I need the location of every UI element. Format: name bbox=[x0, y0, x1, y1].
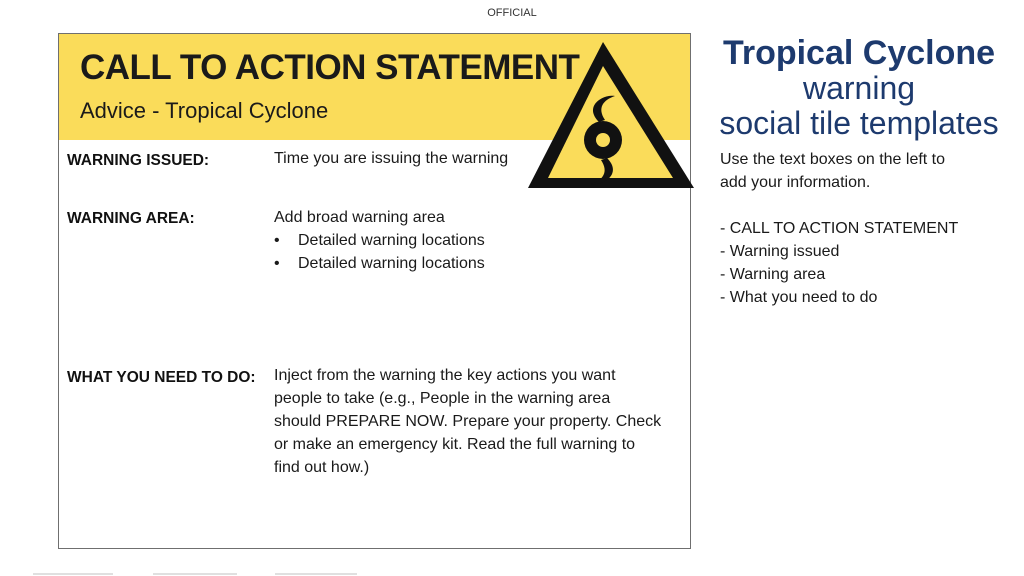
instruction-item: - Warning area bbox=[720, 266, 826, 283]
heading-line-2: warning bbox=[802, 70, 916, 106]
footer-divider bbox=[275, 573, 357, 575]
warning-location-item: • Detailed warning locations bbox=[274, 229, 485, 252]
warning-issued-label: WARNING ISSUED: bbox=[67, 152, 210, 169]
warning-area-value[interactable] bbox=[274, 206, 485, 275]
instruction-intro-line: Use the text boxes on the left to bbox=[720, 151, 946, 168]
call-to-action-title[interactable]: CALL TO ACTION STATEMENT bbox=[80, 48, 580, 87]
instruction-intro-line: add your information. bbox=[720, 174, 871, 191]
what-you-need-to-do-label: WHAT YOU NEED TO DO: bbox=[67, 369, 256, 386]
instruction-item: - CALL TO ACTION STATEMENT bbox=[720, 220, 959, 237]
warning-area-label: WARNING AREA: bbox=[67, 210, 195, 227]
action-text-line: should PREPARE NOW. Prepare your property. Check bbox=[274, 413, 662, 430]
warning-area-broad: Add broad warning area bbox=[274, 209, 445, 226]
action-text-line: find out how.) bbox=[274, 459, 370, 476]
spacer bbox=[720, 194, 1010, 217]
heading-line-1: Tropical Cyclone bbox=[722, 34, 996, 72]
footer-divider bbox=[153, 573, 237, 575]
footer-divider bbox=[33, 573, 113, 575]
warning-location-item: • Detailed warning locations bbox=[274, 252, 485, 275]
templates-heading bbox=[700, 36, 1018, 141]
tropical-cyclone-warning-triangle-icon bbox=[526, 40, 696, 190]
what-you-need-to-do-value[interactable] bbox=[274, 364, 689, 479]
instructions bbox=[720, 148, 1010, 309]
warning-area-locations bbox=[274, 229, 485, 275]
heading-line-3: social tile templates bbox=[719, 105, 999, 141]
action-text-line: or make an emergency kit. Read the full warning to bbox=[274, 436, 636, 453]
action-text-line: people to take (e.g., People in the warning area bbox=[274, 390, 611, 407]
warning-issued-value[interactable]: Time you are issuing the warning bbox=[274, 150, 509, 167]
action-text-line: Inject from the warning the key actions you want bbox=[274, 367, 616, 384]
classification-label: OFFICIAL bbox=[487, 7, 537, 19]
advice-subtitle[interactable]: Advice - Tropical Cyclone bbox=[80, 98, 329, 123]
instruction-item: - What you need to do bbox=[720, 289, 878, 306]
instruction-item: - Warning issued bbox=[720, 243, 840, 260]
